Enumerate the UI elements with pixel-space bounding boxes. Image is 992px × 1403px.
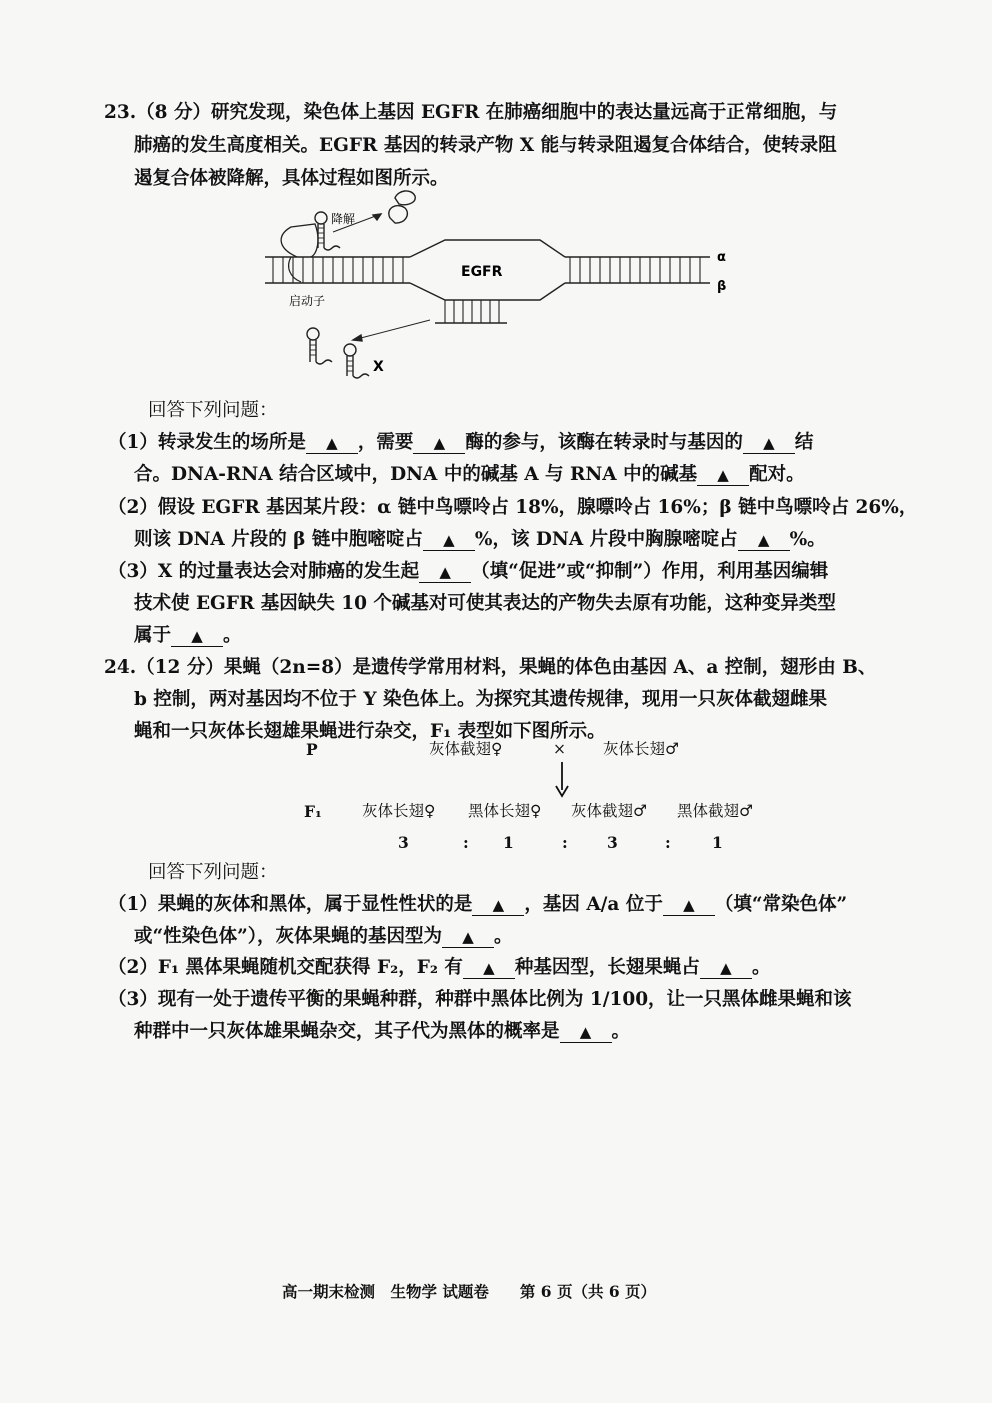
q24-sub3-line1: （3）现有一处于遗传平衡的果蝇种群，种群中黑体比例为 1/100，让一只黑体雌果蝇和该: [108, 989, 852, 1010]
blank[interactable]: ▲: [442, 928, 494, 948]
blank[interactable]: ▲: [306, 434, 358, 454]
blank[interactable]: ▲: [423, 531, 475, 551]
f1-offspring-3: 灰体截翅♂: [571, 802, 647, 820]
q23-sub1-line1: （1）转录发生的场所是 ▲ ，需要 ▲ 酶的参与，该酶在转录时与基因的 ▲ 结: [108, 432, 814, 453]
q23-sub3-line1: （3）X 的过量表达会对肺癌的发生起 ▲ （填“促进”或“抑制”）作用，利用基因编辑: [108, 561, 829, 582]
alpha-strand-label: α: [717, 250, 726, 265]
q24-sub1-line2: 或“性染色体”），灰体果蝇的基因型为 ▲ 。: [134, 926, 513, 947]
f1-offspring-1: 灰体长翅♀: [362, 802, 436, 820]
blank[interactable]: ▲: [560, 1023, 612, 1043]
cross-p-female: 灰体截翅♀: [429, 740, 503, 758]
egfr-transcription-diagram: [255, 190, 735, 385]
cross-f1-label: F₁: [304, 802, 322, 821]
blank[interactable]: ▲: [738, 531, 790, 551]
x-label: X: [373, 359, 384, 375]
q23-line-1: 23.（8 分）研究发现，染色体上基因 EGFR 在肺癌细胞中的表达量远高于正常细胞，与: [104, 102, 838, 123]
q24-answer-prompt: 回答下列问题：: [148, 862, 278, 883]
q24-line-3: 蝇和一只灰体长翅雄果蝇进行杂交，F₁ 表型如下图所示。: [134, 721, 606, 742]
cross-arrow: [552, 762, 572, 798]
q24-line-2: b 控制，两对基因均不位于 Y 染色体上。为探究其遗传规律，现用一只灰体截翅雌果: [134, 689, 827, 710]
blank[interactable]: ▲: [472, 896, 524, 916]
beta-strand-label: β: [717, 279, 727, 294]
promoter-label: 启动子: [289, 294, 326, 308]
q23-sub3-line2: 技术使 EGFR 基因缺失 10 个碱基对可使其表达的产物失去原有功能，这种变异类型: [134, 593, 836, 614]
blank[interactable]: ▲: [743, 434, 795, 454]
blank[interactable]: ▲: [663, 896, 715, 916]
cross-p-label: P: [306, 740, 318, 759]
q24-sub2-line1: （2）F₁ 黑体果蝇随机交配获得 F₂，F₂ 有 ▲ 种基因型，长翅果蝇占 ▲ 。: [108, 957, 771, 978]
blank[interactable]: ▲: [419, 563, 471, 583]
q23-sub3-line3: 属于 ▲ 。: [134, 625, 242, 646]
q24-sub1-line1: （1）果蝇的灰体和黑体，属于显性性状的是 ▲ ，基因 A/a 位于 ▲ （填“常染色体”: [108, 894, 848, 915]
ratio-colon: :: [463, 833, 469, 852]
ratio-3: 3: [607, 833, 618, 852]
blank[interactable]: ▲: [413, 434, 465, 454]
q23-line-2: 肺癌的发生高度相关。EGFR 基因的转录产物 X 能与转录阻遏复合体结合，使转录阻: [134, 135, 837, 156]
f1-offspring-2: 黑体长翅♀: [468, 802, 542, 820]
q23-sub2-line2: 则该 DNA 片段的 β 链中胞嘧啶占 ▲ %，该 DNA 片段中胸腺嘧啶占 ▲ %。: [134, 529, 826, 550]
blank[interactable]: ▲: [700, 959, 752, 979]
q23-sub2-line1: （2）假设 EGFR 基因某片段：α 链中鸟嘌呤占 18%，腺嘌呤占 16%；β 链中鸟嘌呤占 26%，: [108, 497, 918, 518]
q23-line-3: 遏复合体被降解，具体过程如图所示。: [134, 168, 449, 189]
cross-p-male: 灰体长翅♂: [603, 740, 679, 758]
ratio-colon: :: [562, 833, 568, 852]
q24-sub3-line2: 种群中一只灰体雄果蝇杂交，其子代为黑体的概率是 ▲ 。: [134, 1021, 631, 1042]
page-footer: 高一期末检测 生物学 试题卷 第 6 页（共 6 页）: [282, 1282, 657, 1301]
ratio-1: 3: [398, 833, 409, 852]
q24-line-1: 24.（12 分）果蝇（2n=8）是遗传学常用材料，果蝇的体色由基因 A、a 控制，翅形由 B、: [104, 657, 877, 678]
blank[interactable]: ▲: [697, 466, 749, 486]
ratio-colon: :: [665, 833, 671, 852]
q23-answer-prompt: 回答下列问题：: [148, 400, 278, 421]
ratio-2: 1: [503, 833, 514, 852]
blank[interactable]: ▲: [463, 959, 515, 979]
q23-sub1-line2: 合。DNA-RNA 结合区域中，DNA 中的碱基 A 与 RNA 中的碱基 ▲ 配对。: [134, 464, 805, 485]
degrade-label: 降解: [331, 212, 356, 226]
blank[interactable]: ▲: [171, 627, 223, 647]
f1-offspring-4: 黑体截翅♂: [677, 802, 753, 820]
cross-times: ×: [553, 740, 566, 758]
egfr-label: EGFR: [461, 264, 503, 280]
ratio-4: 1: [712, 833, 723, 852]
